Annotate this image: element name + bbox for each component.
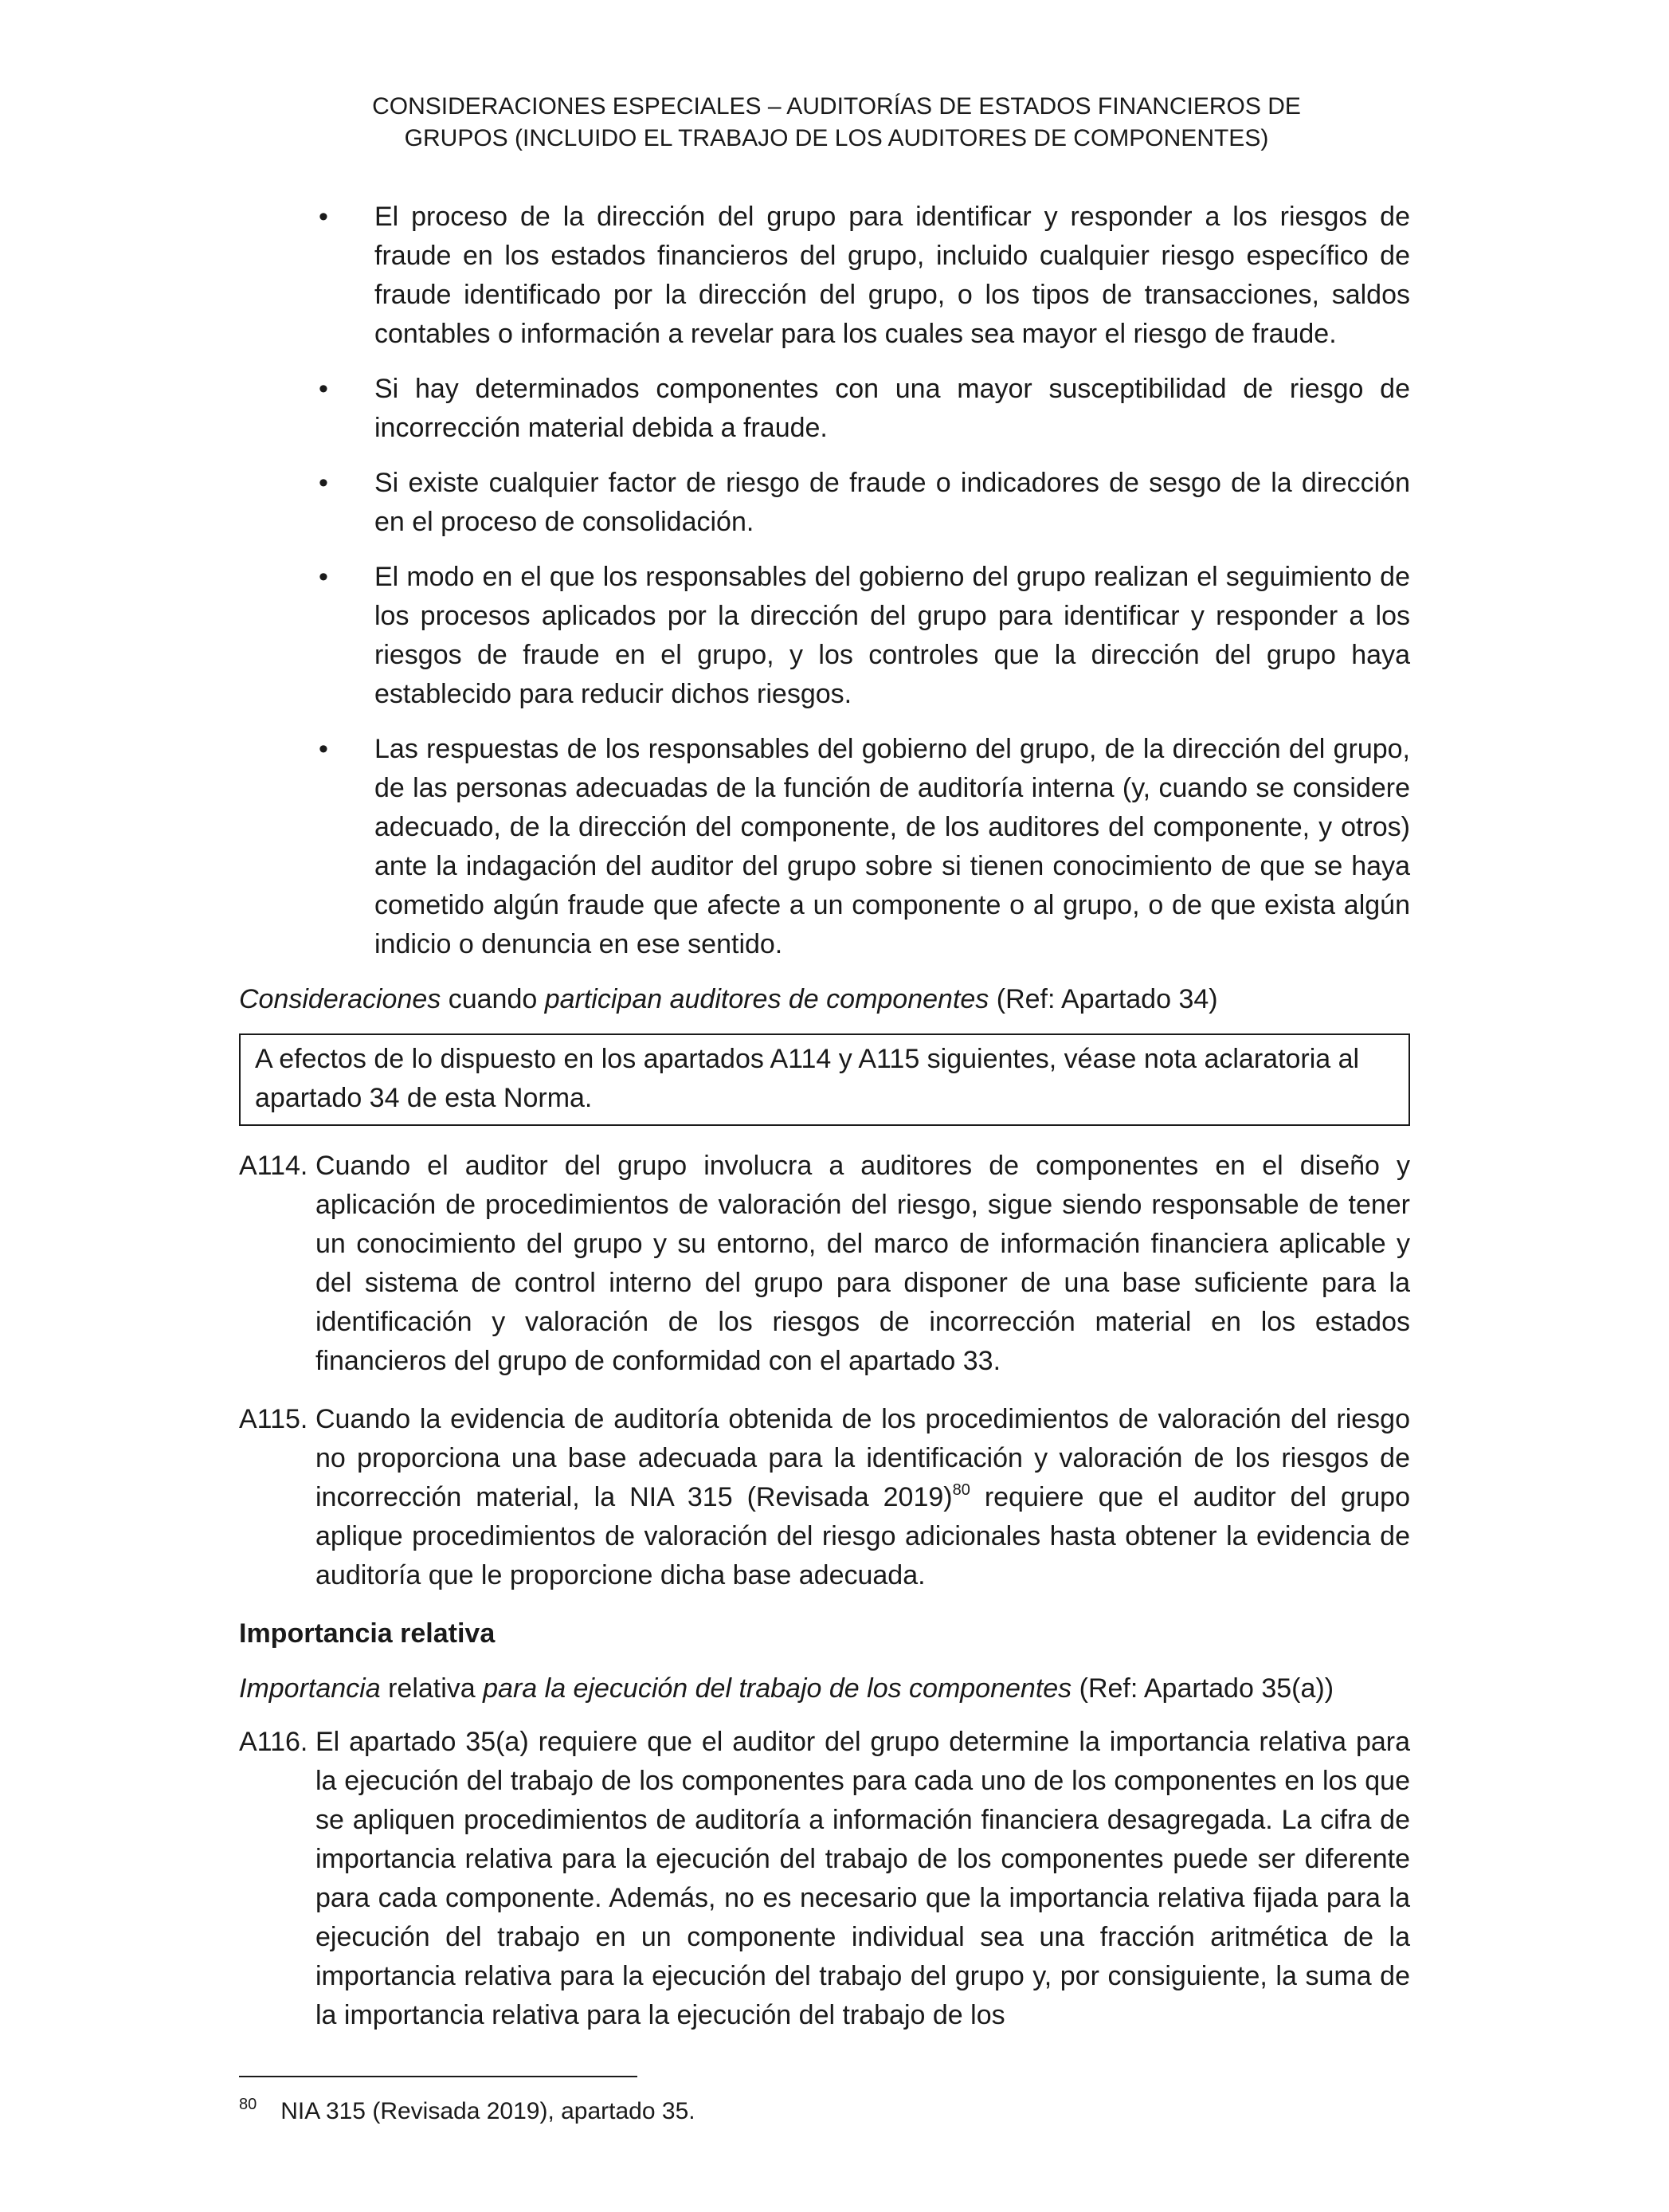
paragraph-text-before: Cuando la evidencia de auditoría obtenida de los procedimientos de valoración del riesgo no proporciona una base adecuada para la identificación y valoración de los riesgos de incorrección material, la NIA 315 (Revisada 2019)	[315, 1404, 1410, 1512]
subheading-ref: (Ref: Apartado 34)	[989, 984, 1218, 1014]
bullet-text: Las respuestas de los responsables del gobierno del grupo, de la dirección del grupo, de las personas adecuadas de la función de auditoría interna (y, cuando se considere adecuado, de la dirección del componente, de los auditores del componente, y otros) ante la indagación del auditor del grupo sobre si tienen conocimiento de que se haya cometido algún fraude que afecte a un componente o al grupo, o de que exista algún indicio o denuncia en ese sentido.	[374, 734, 1410, 959]
subheading-ref: (Ref: Apartado 35(a))	[1072, 1673, 1334, 1704]
subheading-part: participan auditores de componentes	[544, 984, 989, 1014]
page-header	[239, 91, 1434, 155]
list-item	[239, 558, 1410, 714]
bullet-text: Si existe cualquier factor de riesgo de fraude o indicadores de sesgo de la dirección en el proceso de consolidación.	[374, 468, 1410, 537]
paragraph-a114	[239, 1147, 1410, 1381]
subheading-part: cuando	[441, 984, 545, 1014]
header-line-1: CONSIDERACIONES ESPECIALES – AUDITORÍAS DE ESTADOS FINANCIEROS DE	[372, 93, 1301, 120]
subheading-part: Consideraciones	[239, 984, 441, 1014]
list-item	[239, 370, 1410, 448]
bullet-text: El proceso de la dirección del grupo para identificar y responder a los riesgos de fraude en los estados financieros del grupo, incluido cualquier riesgo específico de fraude identificado por la dirección del grupo, o los tipos de transacciones, saldos contables o información a revelar para los cuales sea mayor el riesgo de fraude.	[374, 202, 1410, 349]
subheading-part: para la ejecución del trabajo de los componentes	[483, 1673, 1072, 1704]
paragraph-text	[315, 1404, 1410, 1590]
subheading-part: relativa	[380, 1673, 484, 1704]
bullet-mark: •	[319, 734, 328, 764]
paragraph-number: A114.	[239, 1151, 308, 1181]
header-line-2: GRUPOS (INCLUIDO EL TRABAJO DE LOS AUDITORES DE COMPONENTES)	[404, 125, 1269, 151]
footnote-text: NIA 315 (Revisada 2019), apartado 35.	[280, 2098, 695, 2124]
bullet-mark: •	[319, 202, 328, 232]
section-heading: Importancia relativa	[239, 1618, 496, 1649]
list-item	[239, 730, 1410, 964]
footnote-reference[interactable]: 80	[952, 1481, 970, 1499]
bullet-mark: •	[319, 562, 328, 592]
paragraph-text: El apartado 35(a) requiere que el auditor del grupo determine la importancia relativa para la ejecución del trabajo de los componentes para cada uno de los componentes en los que se apliquen procedimientos de auditoría a información financiera desagregada. La cifra de importancia relativa para la ejecución del trabajo de los componentes puede ser diferente para cada componente. Además, no es necesario que la importancia relativa fijada para la ejecución del trabajo en un componente individual sea una fracción aritmética de la importancia relativa para la ejecución del trabajo del grupo y, por consiguiente, la suma de la importancia relativa para la ejecución del trabajo de los	[315, 1727, 1410, 2030]
subheading-part: Importancia	[239, 1673, 381, 1704]
bullet-list	[239, 198, 1410, 964]
paragraph-a115	[239, 1400, 1410, 1595]
paragraph-a116	[239, 1723, 1410, 2035]
paragraph-text-after: requiere que el auditor del grupo aplique procedimientos de valoración del riesgo adicionales hasta obtener la evidencia de auditoría que le proporcione dicha base adecuada.	[315, 1482, 1410, 1590]
subheading-materiality	[239, 1669, 1410, 1708]
list-item	[239, 198, 1410, 354]
paragraph-text: Cuando el auditor del grupo involucra a auditores de componentes en el diseño y aplicación de procedimientos de valoración del riesgo, sigue siendo responsable de tener un conocimiento del grupo y su entorno, del marco de información financiera aplicable y del sistema de control interno del grupo para disponer de una base suficiente para la identificación y valoración de los riesgos de incorrección material en los estados financieros del grupo de conformidad con el apartado 33.	[315, 1151, 1410, 1376]
subheading-considerations	[239, 980, 1410, 1019]
bullet-mark: •	[319, 468, 328, 498]
note-box: A efectos de lo dispuesto en los apartados A114 y A115 siguientes, véase nota aclaratoria al apartado 34 de esta Norma.	[239, 1033, 1410, 1126]
paragraph-number: A116.	[239, 1727, 308, 1757]
bullet-text: El modo en el que los responsables del gobierno del grupo realizan el seguimiento de los procesos aplicados por la dirección del grupo para identificar y responder a los riesgos de fraude en el grupo, y los controles que la dirección del grupo haya establecido para reducir dichos riesgos.	[374, 562, 1410, 709]
footnote	[239, 2096, 695, 2130]
bullet-text: Si hay determinados componentes con una mayor susceptibilidad de riesgo de incorrección material debida a fraude.	[374, 374, 1410, 443]
bullet-mark: •	[319, 374, 328, 404]
footnote-mark: 80	[239, 2096, 257, 2113]
list-item	[239, 464, 1410, 542]
main-content	[239, 198, 1410, 2054]
paragraph-number: A115.	[239, 1404, 308, 1434]
footnote-divider	[239, 2076, 637, 2077]
